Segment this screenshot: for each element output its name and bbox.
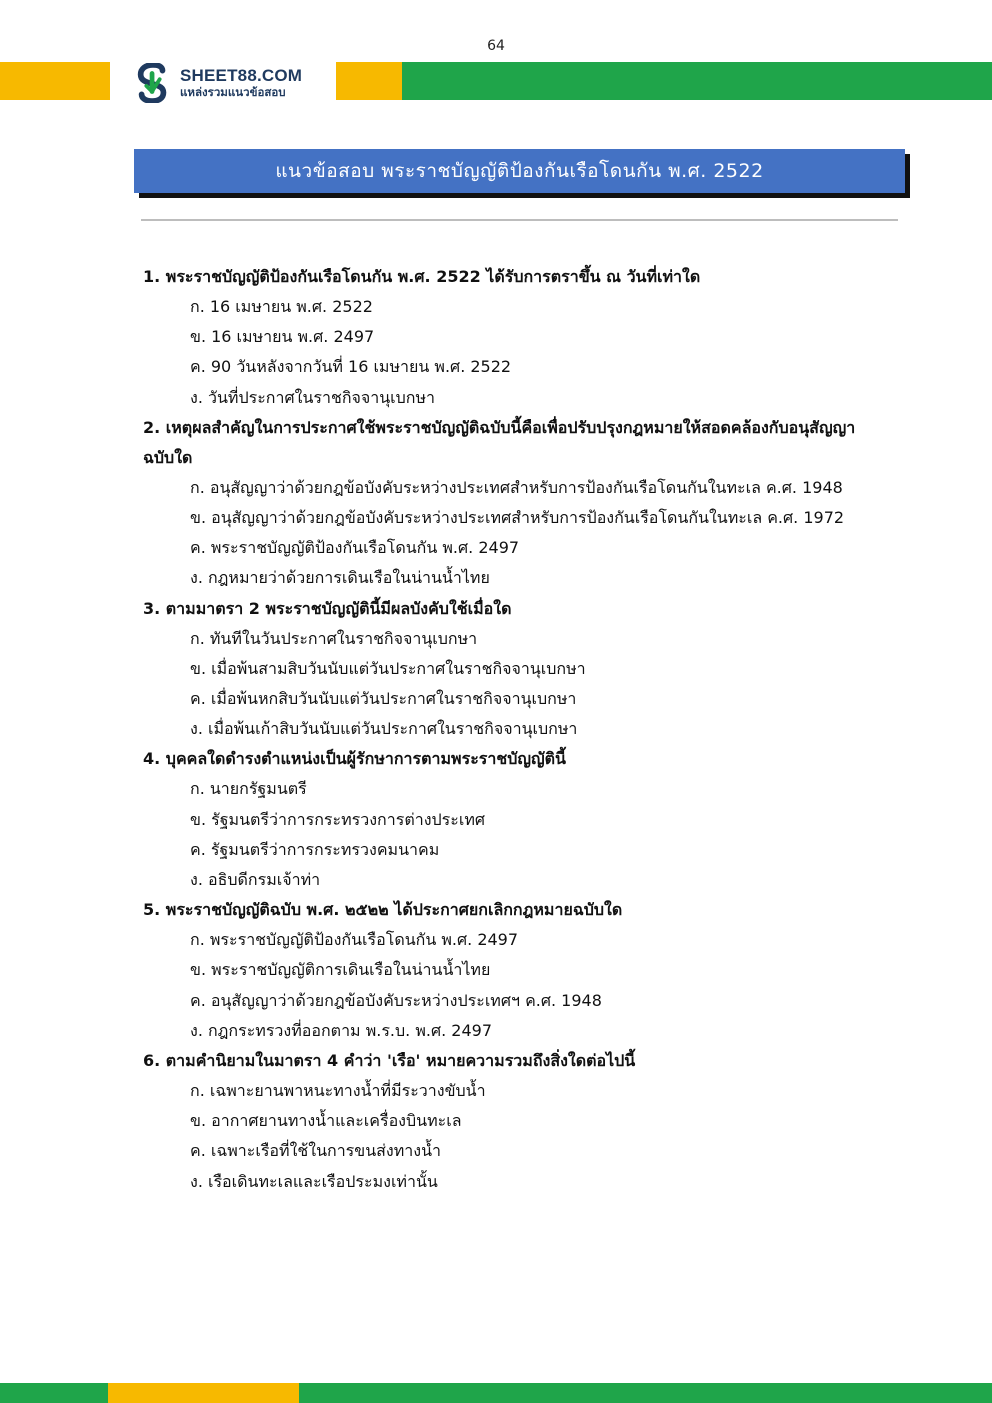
question-5: 5. พระราชบัญญัติฉบับ พ.ศ. ๒๕๒๒ ได้ประกาศยกเลิกกฎหมายฉบับใด (143, 900, 623, 920)
option: ง. อธิบดีกรมเจ้าท่า (190, 870, 321, 890)
question-3: 3. ตามมาตรา 2 พระราชบัญญัตินี้มีผลบังคับใช้เมื่อใด (143, 598, 512, 618)
option: ง. วันที่ประกาศในราชกิจจานุเบกษา (190, 387, 436, 407)
option: ก. 16 เมษายน พ.ศ. 2522 (190, 297, 373, 316)
footer-band-green-right (299, 1383, 992, 1403)
option: ค. เมื่อพ้นหกสิบวันนับแต่วันประกาศในราชกิจจานุเบกษา (190, 689, 577, 709)
logo-mark-icon (134, 63, 172, 103)
option: ก. อนุสัญญาว่าด้วยกฎข้อบังคับระหว่างประเทศสำหรับการป้องกันเรือโดนกันในทะเล ค.ศ. 1948 (190, 477, 843, 497)
option: ค. พระราชบัญญัติป้องกันเรือโดนกัน พ.ศ. 2497 (190, 538, 520, 558)
option: ค. 90 วันหลังจากวันที่ 16 เมษายน พ.ศ. 2522 (190, 357, 512, 377)
option: ข. อนุสัญญาว่าด้วยกฎข้อบังคับระหว่างประเทศสำหรับการป้องกันเรือโดนกันในทะเล ค.ศ. 1972 (190, 508, 845, 528)
header-band-green (402, 62, 992, 100)
question-2: 2. เหตุผลสำคัญในการประกาศใช้พระราชบัญญัติฉบับนี้คือเพื่อปรับปรุงกฎหมายให้สอดคล้องกับอนุสัญญาฉบับใด (143, 417, 856, 467)
brand-logo (134, 62, 302, 104)
question-list (143, 262, 873, 1197)
option: ค. อนุสัญญาว่าด้วยกฎข้อบังคับระหว่างประเทศฯ ค.ศ. 1948 (190, 990, 602, 1010)
header-band-yellow-left (0, 62, 110, 100)
header-band-yellow-right (336, 62, 402, 100)
option: ก. พระราชบัญญัติป้องกันเรือโดนกัน พ.ศ. 2497 (190, 930, 519, 950)
option: ง. เมื่อพ้นเก้าสิบวันนับแต่วันประกาศในราชกิจจานุเบกษา (190, 719, 578, 739)
footer-band-yellow (108, 1383, 299, 1403)
option: ก. เฉพาะยานพาหนะทางน้ำที่มีระวางขับน้ำ (190, 1081, 486, 1101)
option: ข. พระราชบัญญัติการเดินเรือในน่านน้ำไทย (190, 960, 491, 980)
option: ง. กฎกระทรวงที่ออกตาม พ.ร.บ. พ.ศ. 2497 (190, 1020, 493, 1040)
question-1: 1. พระราชบัญญัติป้องกันเรือโดนกัน พ.ศ. 2522 ได้รับการตราขึ้น ณ วันที่เท่าใด (143, 267, 701, 286)
page-number: 64 (487, 38, 505, 54)
option: ค. เฉพาะเรือที่ใช้ในการขนส่งทางน้ำ (190, 1141, 441, 1161)
option: ข. เมื่อพ้นสามสิบวันนับแต่วันประกาศในราชกิจจานุเบกษา (190, 658, 586, 678)
option: ก. ทันทีในวันประกาศในราชกิจจานุเบกษา (190, 628, 478, 648)
divider (141, 219, 898, 221)
question-6: 6. ตามคำนิยามในมาตรา 4 คำว่า 'เรือ' หมายความรวมถึงสิ่งใดต่อไปนี้ (143, 1051, 636, 1071)
brand-name: SHEET88.COM (180, 66, 303, 86)
footer-band-green-left (0, 1383, 108, 1403)
option: ข. อากาศยานทางน้ำและเครื่องบินทะเล (190, 1111, 462, 1131)
option: ง. กฎหมายว่าด้วยการเดินเรือในน่านน้ำไทย (190, 568, 490, 588)
option: ข. รัฐมนตรีว่าการกระทรวงการต่างประเทศ (190, 809, 486, 829)
option: ข. 16 เมษายน พ.ศ. 2497 (190, 327, 375, 347)
option: ก. นายกรัฐมนตรี (190, 779, 307, 799)
page-title: แนวข้อสอบ พระราชบัญญัติป้องกันเรือโดนกัน พ.ศ. 2522 (134, 149, 905, 193)
brand-tagline: แหล่งรวมแนวข้อสอบ (180, 85, 286, 100)
question-4: 4. บุคคลใดดำรงตำแหน่งเป็นผู้รักษาการตามพระราชบัญญัตินี้ (143, 749, 566, 769)
option: ค. รัฐมนตรีว่าการกระทรวงคมนาคม (190, 839, 440, 859)
option: ง. เรือเดินทะเลและเรือประมงเท่านั้น (190, 1171, 438, 1191)
